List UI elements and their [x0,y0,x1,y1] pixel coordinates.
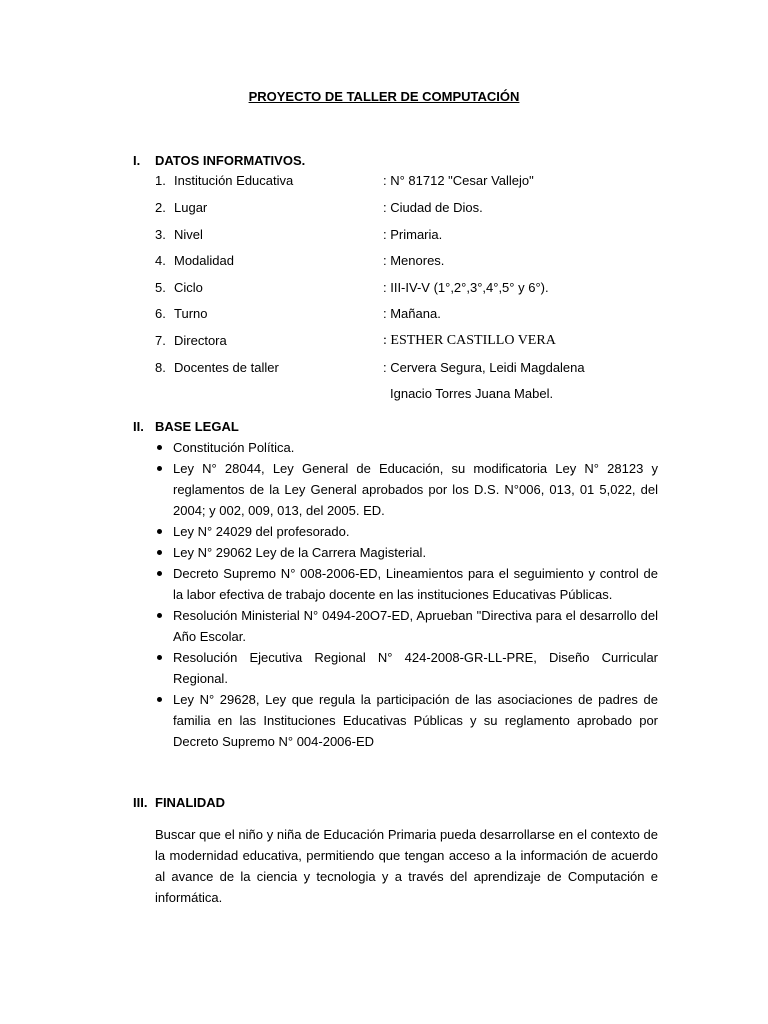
info-value: : Cervera Segura, Leidi Magdalena [383,360,585,375]
item-number: 2. [155,200,166,215]
list-item [155,437,658,458]
bullet-icon [157,655,162,660]
info-label: Ciclo [174,280,203,295]
finalidad-paragraph: Buscar que el niño y niña de Educación Primaria pueda desarrollarse en el contexto de la modernidad educativa, permitiendo que tengan acceso a la información de acuerdo al avance de la ciencia y tecnologia y a través del aprendizaje de Computación e informática. [155,827,658,905]
item-number: 4. [155,253,166,268]
section-base-legal [133,416,239,437]
list-item [155,458,658,521]
item-number: 6. [155,306,166,321]
info-label: Turno [174,306,208,321]
item-number: 5. [155,280,166,295]
item-number: 3. [155,227,166,242]
bullet-icon [157,529,162,534]
document-title: PROYECTO DE TALLER DE COMPUTACIÓN [248,89,520,104]
info-row-lugar [155,197,715,219]
info-row-turno [155,303,715,325]
bullet-icon [157,697,162,702]
section-heading: BASE LEGAL [155,419,239,434]
list-item-text: Resolución Ministerial N° 0494-20O7-ED, Aprueban "Directiva para el desarrollo del Año Escolar. [173,608,658,644]
list-item [155,689,658,752]
info-row-docentes [155,357,715,379]
docentes-continuation: Ignacio Torres Juana Mabel. [390,386,554,401]
info-row-nivel [155,224,715,246]
list-item-text: Ley N° 29062 Ley de la Carrera Magisterial. [173,545,427,560]
list-item [155,542,658,563]
bullet-icon [157,445,162,450]
list-item-text: Ley N° 29628, Ley que regula la participación de las asociaciones de padres de familia en las Instituciones Educativas Públicas y su reglamento aprobado por Decreto Supremo N° 004-2006-ED [173,692,658,749]
section-number: III. [133,795,148,810]
section-finalidad [133,792,225,813]
info-label: Directora [174,333,227,348]
info-value: : N° 81712 "Cesar Vallejo" [383,173,534,188]
list-item-text: Resolución Ejecutiva Regional N° 424-2008-GR-LL-PRE, Diseño Curricular Regional. [173,650,658,686]
info-value: : III-IV-V (1°,2°,3°,4°,5° y 6°). [383,280,549,295]
bullet-icon [157,613,162,618]
info-label: Modalidad [174,253,234,268]
list-item [155,605,658,647]
section-number: II. [133,419,144,434]
section-number: I. [133,153,141,168]
bullet-icon [157,550,162,555]
list-item-text: Constitución Política. [173,440,295,455]
section-heading: FINALIDAD [155,795,226,810]
item-number: 7. [155,333,166,348]
info-value: : Primaria. [383,227,443,242]
bullet-icon [157,571,162,576]
list-item [155,521,658,542]
info-value: : ESTHER CASTILLO VERA [383,333,556,348]
list-item-text: Decreto Supremo N° 008-2006-ED, Lineamientos para el seguimiento y control de la labor efectiva de trabajo docente en las instituciones Educativas Públicas. [173,566,658,602]
info-row-ciclo [155,277,715,299]
info-label: Lugar [174,200,208,215]
item-number: 8. [155,360,166,375]
item-number: 1. [155,173,166,188]
info-row-modalidad [155,250,715,272]
info-value: : Ciudad de Dios. [383,200,483,215]
list-item [155,647,658,689]
section-heading: DATOS INFORMATIVOS. [155,153,306,168]
list-item [155,563,658,605]
info-row-institucion [155,170,715,192]
info-value: : Menores. [383,253,445,268]
info-label: Institución Educativa [174,173,294,188]
bullet-icon [157,466,162,471]
info-row-directora [155,330,715,352]
info-value: : Mañana. [383,306,441,321]
list-item-text: Ley N° 24029 del profesorado. [173,524,350,539]
info-label: Nivel [174,227,203,242]
section-datos-informativos [133,150,305,171]
info-label: Docentes de taller [174,360,279,375]
base-legal-list [155,437,658,752]
list-item-text: Ley N° 28044, Ley General de Educación, su modificatoria Ley N° 28123 y reglamentos de la Ley General aprobados por los D.S. N°006, 013, 01 5,022, del 2004; y 002, 009, 013, del 2005. ED. [173,461,658,518]
